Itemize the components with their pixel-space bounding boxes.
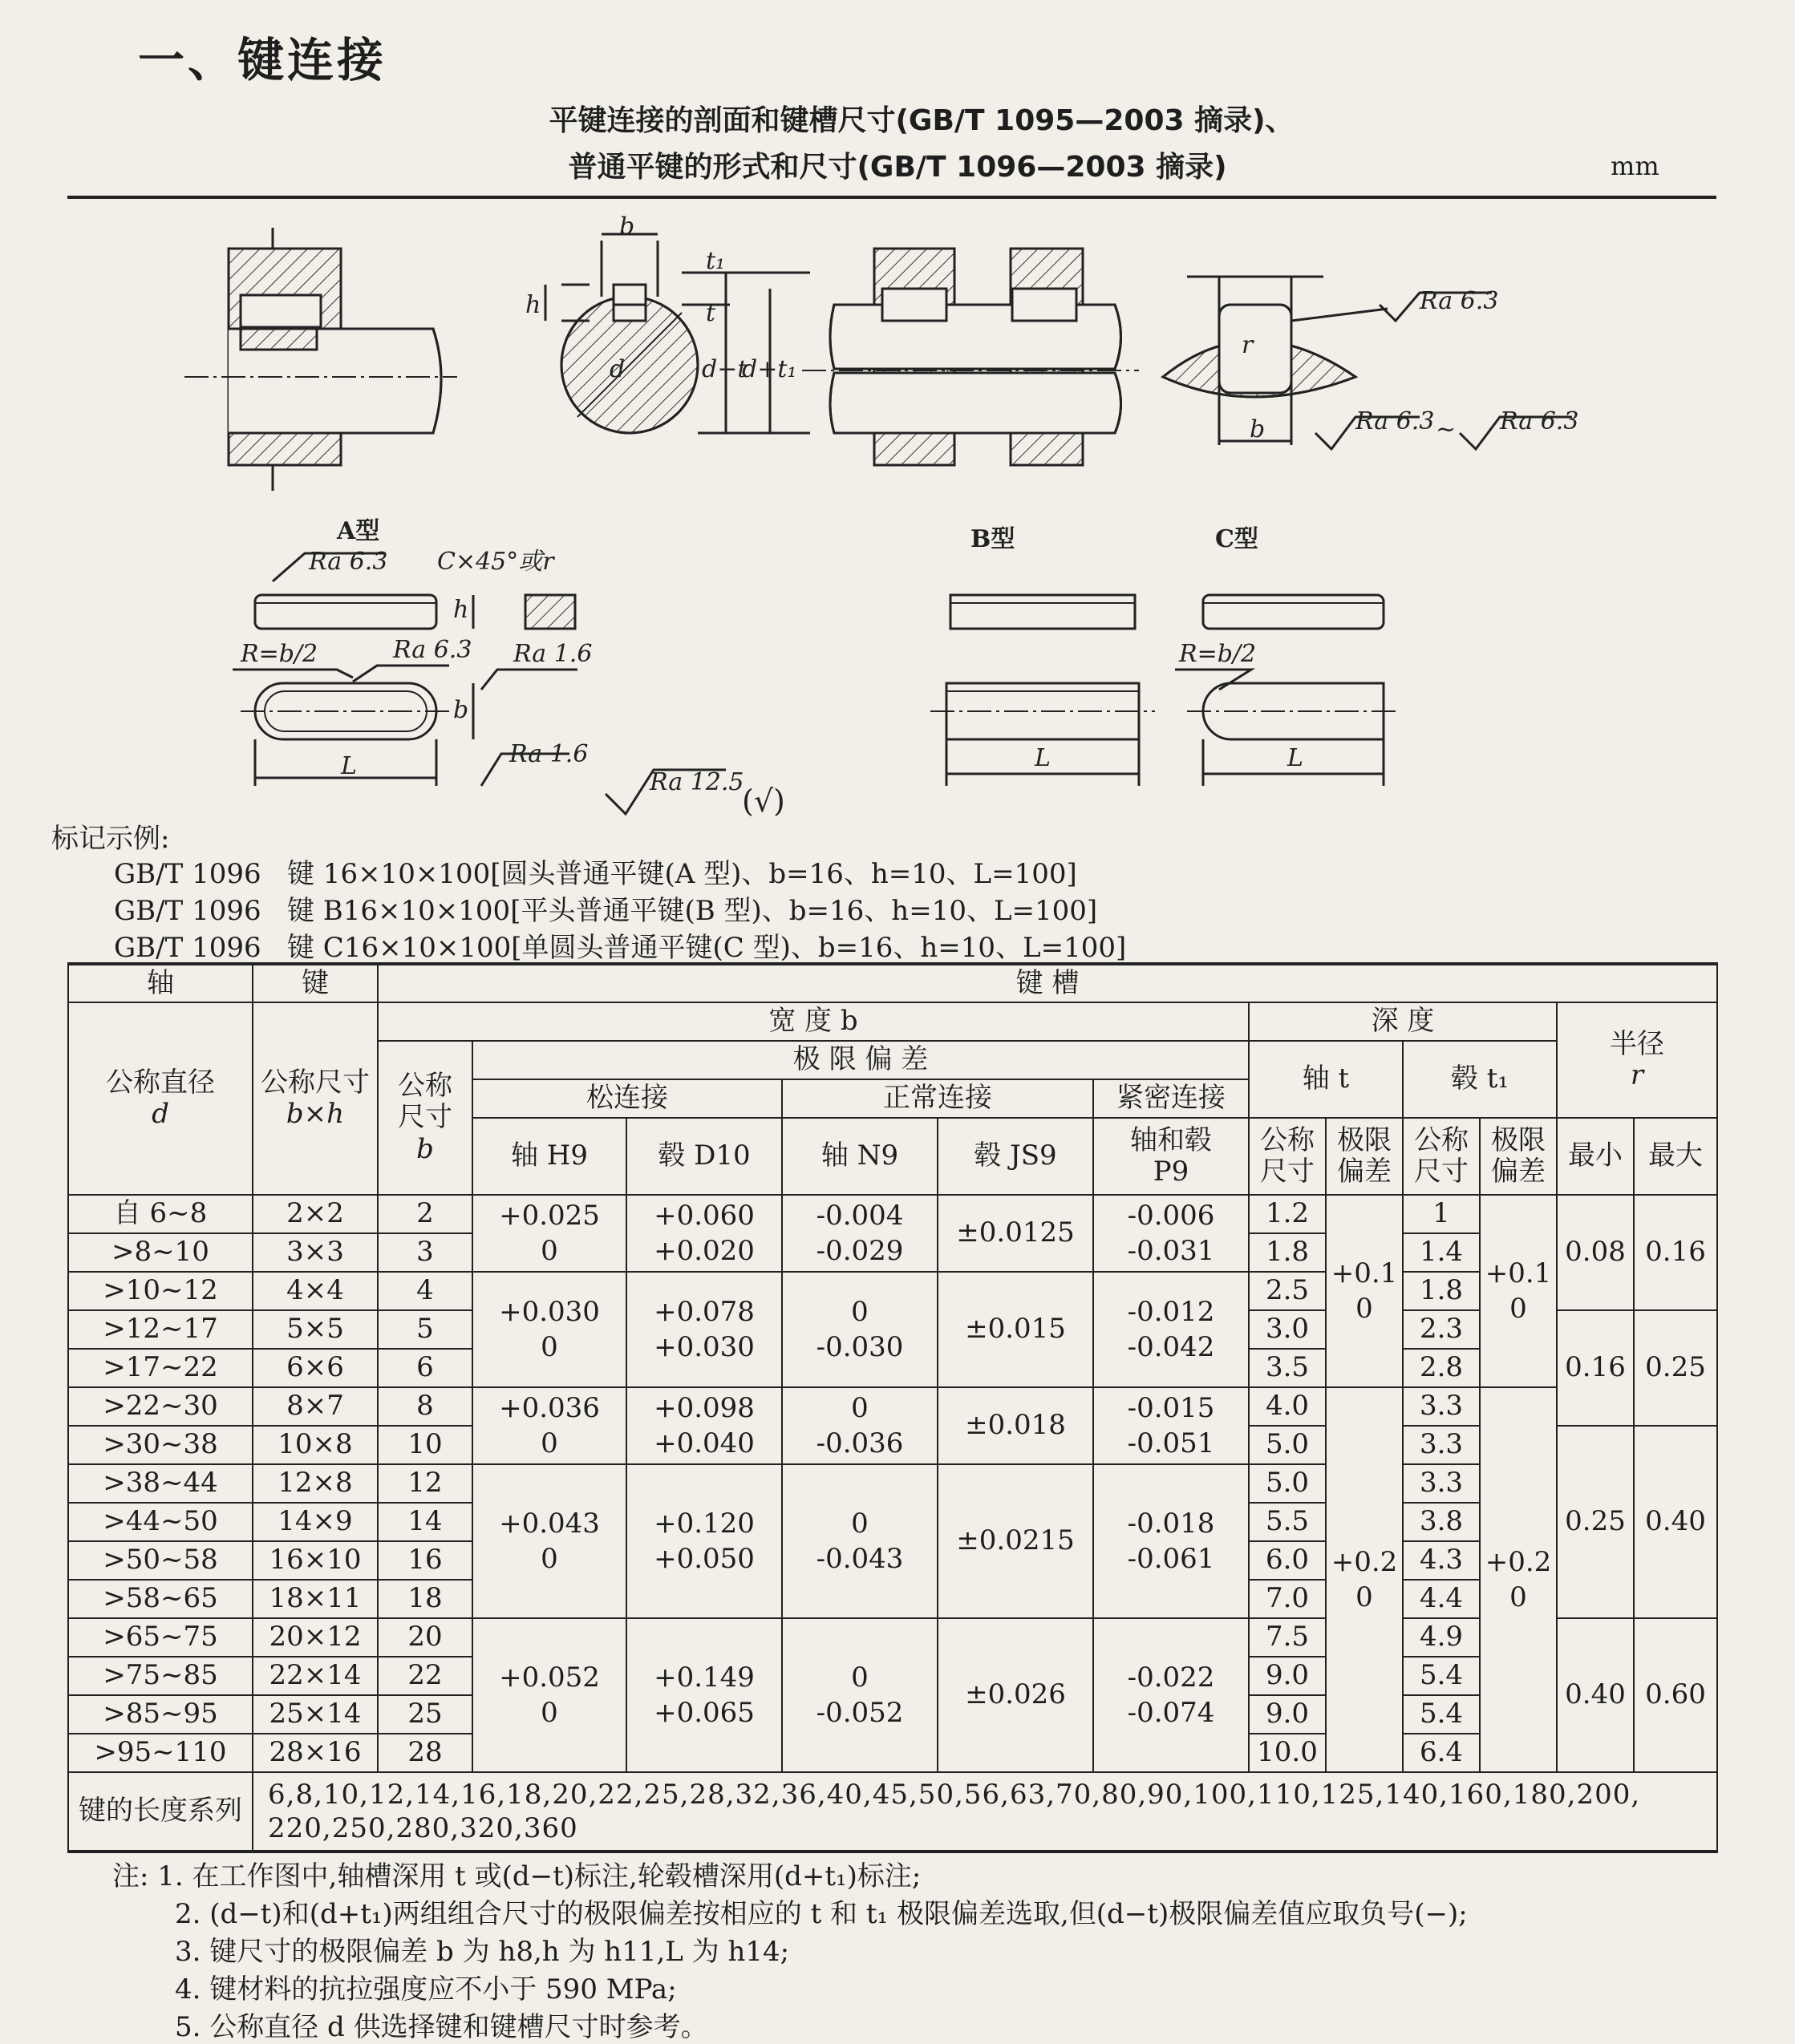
figures bbox=[0, 200, 1795, 826]
cell-js9: ±0.015 bbox=[938, 1272, 1093, 1387]
fig-double-keyway bbox=[802, 249, 1139, 465]
label-d: d bbox=[610, 355, 626, 383]
cell-b: 28 bbox=[378, 1734, 472, 1772]
header-p9: 轴和毂 P9 bbox=[1093, 1118, 1249, 1195]
cell-bh: 12×8 bbox=[253, 1464, 378, 1503]
header-nominal-b: 公称 尺寸 b bbox=[378, 1041, 472, 1195]
label-check: (√) bbox=[742, 783, 785, 819]
header-loose: 松连接 bbox=[472, 1079, 782, 1118]
cell-n9: 0 -0.043 bbox=[782, 1464, 938, 1618]
label-ra16-a2: Ra 1.6 bbox=[509, 740, 589, 768]
cell-t: 7.0 bbox=[1249, 1580, 1326, 1618]
cell-r-min: 0.16 bbox=[1557, 1310, 1634, 1426]
top-rule bbox=[67, 196, 1716, 199]
cell-r-min: 0.08 bbox=[1557, 1195, 1634, 1310]
caption-line-2: 普通平键的形式和尺寸(GB/T 1096—2003 摘录) bbox=[568, 151, 1227, 184]
cell-bh: 5×5 bbox=[253, 1310, 378, 1349]
note-line: 注: 1. 在工作图中,轴槽深用 t 或(d−t)标注,轮毂槽深用(d+t₁)标注; bbox=[112, 1860, 922, 1892]
cell-t1: 1 bbox=[1403, 1195, 1480, 1233]
cell-t: 4.0 bbox=[1249, 1387, 1326, 1426]
note-line: 3. 键尺寸的极限偏差 b 为 h8,h 为 h11,L 为 h14; bbox=[175, 1936, 790, 1968]
cell-d: >58~65 bbox=[68, 1580, 253, 1618]
fig-type-b bbox=[930, 525, 1155, 786]
cell-t: 1.2 bbox=[1249, 1195, 1326, 1233]
label-radius-a: R=b/2 bbox=[241, 640, 318, 668]
label-ra16-a1: Ra 1.6 bbox=[513, 640, 593, 668]
cell-t1: 3.3 bbox=[1403, 1426, 1480, 1464]
cell-d: >38~44 bbox=[68, 1464, 253, 1503]
cell-t: 3.5 bbox=[1249, 1349, 1326, 1387]
header-js9: 毂 JS9 bbox=[938, 1118, 1093, 1195]
cell-d: >50~58 bbox=[68, 1541, 253, 1580]
cell-t: 1.8 bbox=[1249, 1233, 1326, 1272]
cell-bh: 10×8 bbox=[253, 1426, 378, 1464]
cell-bh: 3×3 bbox=[253, 1233, 378, 1272]
cell-t: 5.0 bbox=[1249, 1464, 1326, 1503]
cell-d: >30~38 bbox=[68, 1426, 253, 1464]
cell-t1: 3.3 bbox=[1403, 1464, 1480, 1503]
label-type-a: A型 bbox=[337, 517, 380, 545]
label-d-plus-t1: d+t₁ bbox=[742, 355, 797, 383]
cell-t1: 1.8 bbox=[1403, 1272, 1480, 1310]
cell-t1: 2.8 bbox=[1403, 1349, 1480, 1387]
header-n9: 轴 N9 bbox=[782, 1118, 938, 1195]
cell-d10: +0.098 +0.040 bbox=[626, 1387, 782, 1464]
label-ra63-a1: Ra 6.3 bbox=[309, 548, 388, 576]
cell-b: 5 bbox=[378, 1310, 472, 1349]
fig-key-roughness bbox=[1163, 277, 1578, 449]
label-b-fig4: b bbox=[1250, 415, 1266, 443]
cell-p9: -0.018 -0.061 bbox=[1093, 1464, 1249, 1618]
cell-t1: 3.3 bbox=[1403, 1387, 1480, 1426]
cell-p9: -0.006 -0.031 bbox=[1093, 1195, 1249, 1272]
cell-r-max: 0.60 bbox=[1634, 1618, 1717, 1772]
cell-d: >65~75 bbox=[68, 1618, 253, 1657]
cell-b: 16 bbox=[378, 1541, 472, 1580]
length-series-label: 键的长度系列 bbox=[68, 1772, 253, 1852]
cell-bh: 14×9 bbox=[253, 1503, 378, 1541]
cell-b: 4 bbox=[378, 1272, 472, 1310]
fig-type-a bbox=[233, 517, 785, 819]
cell-h9: +0.025 0 bbox=[472, 1195, 626, 1272]
cell-b: 6 bbox=[378, 1349, 472, 1387]
cell-js9: ±0.0125 bbox=[938, 1195, 1093, 1272]
note-line: 5. 公称直径 d 供选择键和键槽尺寸时参考。 bbox=[175, 2011, 708, 2043]
cell-t1: 4.4 bbox=[1403, 1580, 1480, 1618]
header-hub-t1: 毂 t₁ bbox=[1403, 1041, 1557, 1118]
cell-bh: 28×16 bbox=[253, 1734, 378, 1772]
label-t1: t₁ bbox=[706, 247, 726, 275]
label-L-c: L bbox=[1287, 744, 1303, 772]
cell-js9: ±0.018 bbox=[938, 1387, 1093, 1464]
cell-bh: 2×2 bbox=[253, 1195, 378, 1233]
cell-d: >22~30 bbox=[68, 1387, 253, 1426]
label-type-c: C型 bbox=[1215, 525, 1258, 553]
cell-b: 25 bbox=[378, 1695, 472, 1734]
cell-b: 14 bbox=[378, 1503, 472, 1541]
cell-d10: +0.060 +0.020 bbox=[626, 1195, 782, 1272]
label-h-a: h bbox=[453, 596, 469, 624]
marking-heading: 标记示例: bbox=[51, 823, 170, 855]
cell-b: 18 bbox=[378, 1580, 472, 1618]
cell-t: 7.5 bbox=[1249, 1618, 1326, 1657]
cell-t: 5.0 bbox=[1249, 1426, 1326, 1464]
label-b-a: b bbox=[453, 696, 469, 724]
cell-d: >8~10 bbox=[68, 1233, 253, 1272]
header-r-max: 最大 bbox=[1634, 1118, 1717, 1195]
header-shaft-t: 轴 t bbox=[1249, 1041, 1403, 1118]
cell-r-max: 0.25 bbox=[1634, 1310, 1717, 1426]
header-width: 宽 度 b bbox=[378, 1002, 1249, 1041]
cell-n9: 0 -0.036 bbox=[782, 1387, 938, 1464]
label-ra63-fig4b: Ra 6.3 bbox=[1355, 407, 1435, 435]
label-ra63-a2: Ra 6.3 bbox=[393, 636, 472, 664]
cell-d: 自 6~8 bbox=[68, 1195, 253, 1233]
header-keyway: 键 槽 bbox=[378, 964, 1717, 1002]
label-L-b: L bbox=[1035, 744, 1051, 772]
cell-d10: +0.120 +0.050 bbox=[626, 1464, 782, 1618]
cell-n9: -0.004 -0.029 bbox=[782, 1195, 938, 1272]
cell-h9: +0.036 0 bbox=[472, 1387, 626, 1464]
cell-b: 10 bbox=[378, 1426, 472, 1464]
cell-n9: 0 -0.052 bbox=[782, 1618, 938, 1772]
label-ra63-fig4c: Ra 6.3 bbox=[1500, 407, 1579, 435]
cell-b: 8 bbox=[378, 1387, 472, 1426]
cell-r-min: 0.40 bbox=[1557, 1618, 1634, 1772]
cell-p9: -0.015 -0.051 bbox=[1093, 1387, 1249, 1464]
label-tilde: ~ bbox=[1436, 415, 1457, 443]
cell-bh: 4×4 bbox=[253, 1272, 378, 1310]
cell-h9: +0.052 0 bbox=[472, 1618, 626, 1772]
cell-t: 6.0 bbox=[1249, 1541, 1326, 1580]
label-radius-c: R=b/2 bbox=[1179, 640, 1257, 668]
cell-d: >95~110 bbox=[68, 1734, 253, 1772]
cell-r-max: 0.16 bbox=[1634, 1195, 1717, 1310]
cell-bh: 22×14 bbox=[253, 1657, 378, 1695]
cell-t1: 2.3 bbox=[1403, 1310, 1480, 1349]
cell-t1: 5.4 bbox=[1403, 1695, 1480, 1734]
header-limits: 极 限 偏 差 bbox=[472, 1041, 1249, 1079]
cell-t: 10.0 bbox=[1249, 1734, 1326, 1772]
cell-js9: ±0.026 bbox=[938, 1618, 1093, 1772]
cell-b: 20 bbox=[378, 1618, 472, 1657]
header-t1-limit: 极限 偏差 bbox=[1480, 1118, 1557, 1195]
cell-d: >10~12 bbox=[68, 1272, 253, 1310]
cell-h9: +0.043 0 bbox=[472, 1464, 626, 1618]
header-tight: 紧密连接 bbox=[1093, 1079, 1249, 1118]
label-type-b: B型 bbox=[970, 525, 1015, 553]
header-key: 键 bbox=[253, 964, 378, 1002]
cell-t: 2.5 bbox=[1249, 1272, 1326, 1310]
section-title: 一、键连接 bbox=[138, 33, 387, 87]
header-radius: 半径 r bbox=[1557, 1002, 1717, 1118]
cell-b: 2 bbox=[378, 1195, 472, 1233]
cell-d: >44~50 bbox=[68, 1503, 253, 1541]
cell-d10: +0.149 +0.065 bbox=[626, 1618, 782, 1772]
caption-line-1: 平键连接的剖面和键槽尺寸(GB/T 1095—2003 摘录)、 bbox=[549, 104, 1295, 137]
label-ra63-fig4a: Ra 6.3 bbox=[1420, 287, 1499, 315]
cell-d10: +0.078 +0.030 bbox=[626, 1272, 782, 1387]
cell-d: >17~22 bbox=[68, 1349, 253, 1387]
cell-t: 5.5 bbox=[1249, 1503, 1326, 1541]
cell-r-min: 0.25 bbox=[1557, 1426, 1634, 1618]
cell-bh: 16×10 bbox=[253, 1541, 378, 1580]
label-r: r bbox=[1242, 331, 1254, 359]
header-h9: 轴 H9 bbox=[472, 1118, 626, 1195]
label-d-minus-t: d−t bbox=[702, 355, 748, 383]
length-series-values: 6,8,10,12,14,16,18,20,22,25,28,32,36,40,45,50,56,63,70,80,90,100,110,125,140,160,180,200, 220,250,280,320,360 bbox=[253, 1772, 1717, 1852]
cell-bh: 18×11 bbox=[253, 1580, 378, 1618]
cell-bh: 8×7 bbox=[253, 1387, 378, 1426]
cell-bh: 6×6 bbox=[253, 1349, 378, 1387]
note-line: 2. (d−t)和(d+t₁)两组组合尺寸的极限偏差按相应的 t 和 t₁ 极限偏差选取,但(d−t)极限偏差值应取负号(−); bbox=[175, 1898, 1468, 1930]
header-t-nominal: 公称 尺寸 bbox=[1249, 1118, 1326, 1195]
cell-d: >85~95 bbox=[68, 1695, 253, 1734]
cell-t-tol: +0.1 0 bbox=[1326, 1195, 1403, 1387]
notes bbox=[112, 1854, 1468, 2042]
cell-bh: 25×14 bbox=[253, 1695, 378, 1734]
header-r-min: 最小 bbox=[1557, 1118, 1634, 1195]
cell-t1-tol: +0.2 0 bbox=[1480, 1387, 1557, 1772]
cell-n9: 0 -0.030 bbox=[782, 1272, 938, 1387]
cell-js9: ±0.0215 bbox=[938, 1464, 1093, 1618]
cell-t1: 3.8 bbox=[1403, 1503, 1480, 1541]
label-b: b bbox=[619, 212, 635, 241]
label-L-a: L bbox=[341, 752, 357, 780]
cell-t: 9.0 bbox=[1249, 1695, 1326, 1734]
marking-example: GB/T 1096 键 16×10×100[圆头普通平键(A 型)、b=16、h=10、L=100] bbox=[114, 858, 1077, 890]
cell-t1: 1.4 bbox=[1403, 1233, 1480, 1272]
label-h: h bbox=[525, 291, 541, 319]
label-ra125: Ra 12.5 bbox=[650, 768, 744, 796]
header-nominal-diameter: 公称直径 d bbox=[68, 1002, 253, 1195]
header-depth: 深 度 bbox=[1249, 1002, 1557, 1041]
header-key-size: 公称尺寸 b×h bbox=[253, 1002, 378, 1195]
cell-p9: -0.022 -0.074 bbox=[1093, 1618, 1249, 1772]
cell-t: 9.0 bbox=[1249, 1657, 1326, 1695]
keyway-table bbox=[67, 962, 1718, 1853]
header-shaft: 轴 bbox=[68, 964, 253, 1002]
unit-label: mm bbox=[1611, 151, 1659, 181]
cell-t-tol: +0.2 0 bbox=[1326, 1387, 1403, 1772]
cell-t1: 4.3 bbox=[1403, 1541, 1480, 1580]
cell-p9: -0.012 -0.042 bbox=[1093, 1272, 1249, 1387]
cell-bh: 20×12 bbox=[253, 1618, 378, 1657]
cell-r-max: 0.40 bbox=[1634, 1426, 1717, 1618]
header-normal: 正常连接 bbox=[782, 1079, 1093, 1118]
cell-t1: 5.4 bbox=[1403, 1657, 1480, 1695]
marking-example: GB/T 1096 键 B16×10×100[平头普通平键(B 型)、b=16、h=10、L=100] bbox=[114, 895, 1098, 927]
cell-t: 3.0 bbox=[1249, 1310, 1326, 1349]
header-t1-nominal: 公称 尺寸 bbox=[1403, 1118, 1480, 1195]
cell-d: >75~85 bbox=[68, 1657, 253, 1695]
cell-h9: +0.030 0 bbox=[472, 1272, 626, 1387]
cell-t1-tol: +0.1 0 bbox=[1480, 1195, 1557, 1387]
cell-t1: 6.4 bbox=[1403, 1734, 1480, 1772]
note-line: 4. 键材料的抗拉强度应不小于 590 MPa; bbox=[175, 1973, 677, 2006]
cell-b: 3 bbox=[378, 1233, 472, 1272]
cell-t1: 4.9 bbox=[1403, 1618, 1480, 1657]
fig-longitudinal-section bbox=[184, 228, 457, 491]
cell-b: 12 bbox=[378, 1464, 472, 1503]
header-t-limit: 极限 偏差 bbox=[1326, 1118, 1403, 1195]
label-chamfer: C×45°或r bbox=[437, 548, 554, 576]
marking-example: GB/T 1096 键 C16×10×100[单圆头普通平键(C 型)、b=16、h=10、L=100] bbox=[114, 932, 1127, 964]
fig-type-c bbox=[1175, 525, 1400, 786]
label-t: t bbox=[706, 299, 716, 327]
cell-b: 22 bbox=[378, 1657, 472, 1695]
cell-d: >12~17 bbox=[68, 1310, 253, 1349]
header-d10: 毂 D10 bbox=[626, 1118, 782, 1195]
fig-cross-section bbox=[525, 212, 810, 433]
